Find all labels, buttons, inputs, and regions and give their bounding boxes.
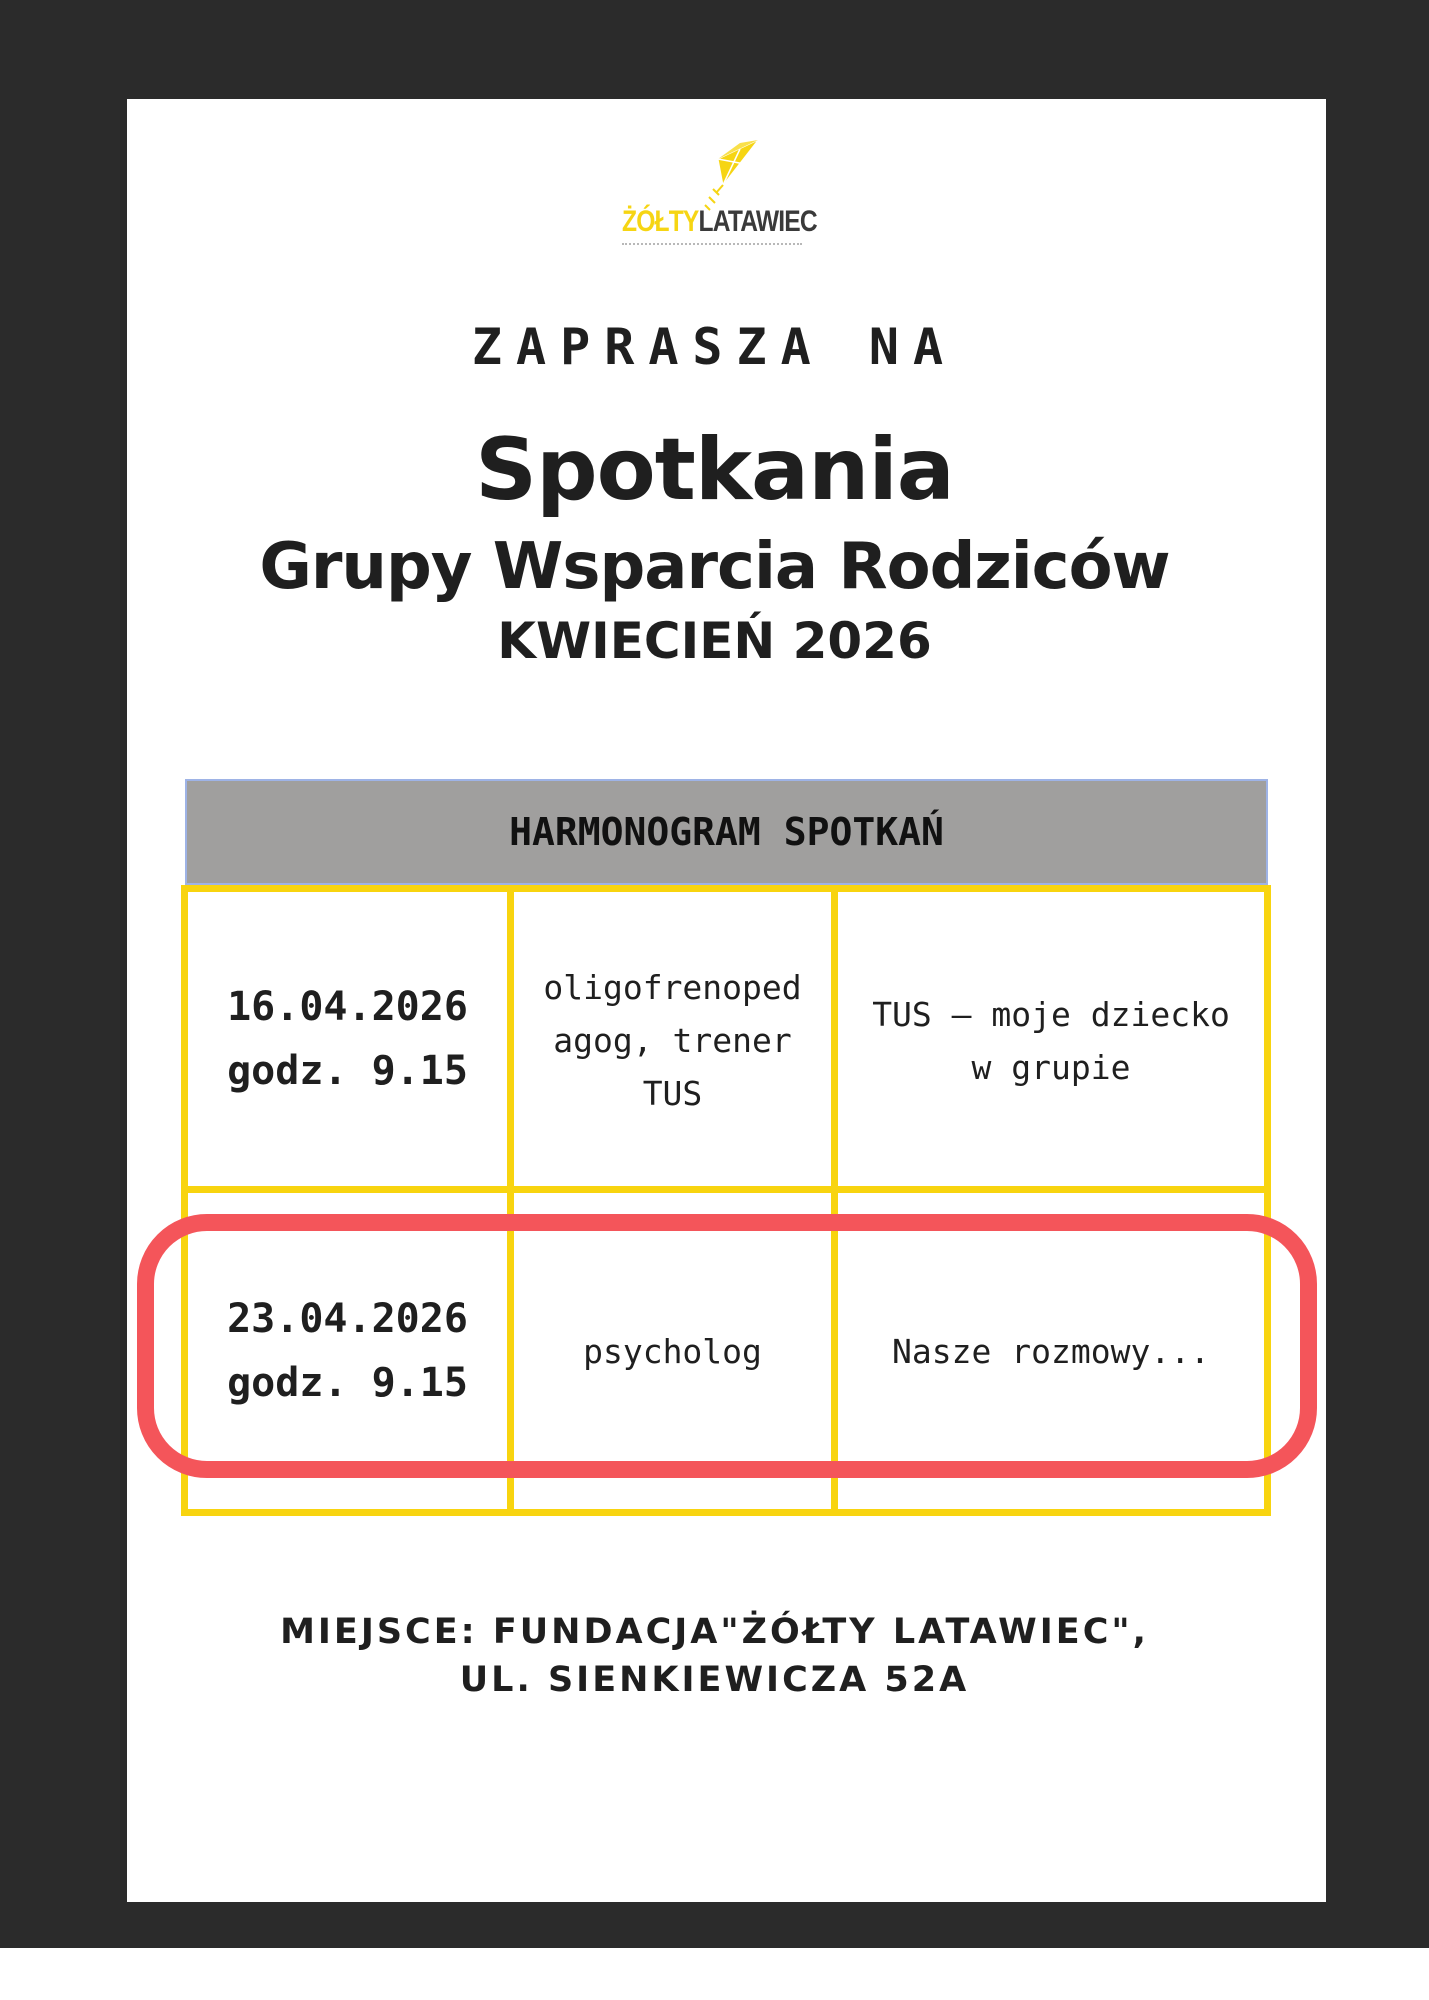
- place-line-1: MIEJSCE: FUNDACJA"ŻÓŁTY LATAWIEC",: [280, 1612, 1149, 1652]
- row-1-topic-line: w grupie: [971, 1048, 1131, 1087]
- logo-wordmark: [622, 205, 817, 239]
- row-1-who-line: TUS: [642, 1074, 703, 1113]
- logo: [620, 135, 817, 255]
- row-2-date: 23.04.2026: [227, 1296, 468, 1342]
- title-main: Spotkania: [475, 420, 954, 520]
- meeting-place: [0, 1608, 1429, 1704]
- row-1-who-line: agog, trener: [553, 1021, 792, 1060]
- row-1-who-cell: [507, 885, 838, 1193]
- title-subtitle: Grupy Wsparcia Rodziców: [259, 530, 1170, 604]
- logo-word-dark: LATAWIEC: [698, 205, 817, 238]
- logo-word-yellow: ŻÓŁTY: [622, 205, 699, 238]
- row-1-date: 16.04.2026: [227, 984, 468, 1030]
- place-line-2: UL. SIENKIEWICZA 52A: [459, 1660, 970, 1700]
- schedule-header: HARMONOGRAM SPOTKAŃ: [185, 779, 1268, 885]
- row-1-topic-cell: [831, 885, 1271, 1193]
- row-1-topic-line: TUS – moje dziecko: [872, 995, 1230, 1034]
- row-1-date-cell: [181, 885, 514, 1193]
- row-2-who-line: psycholog: [583, 1331, 762, 1371]
- title-month: KWIECIEŃ 2026: [497, 612, 932, 670]
- kite-icon: [620, 135, 810, 215]
- highlight-outline: [137, 1214, 1317, 1478]
- row-2-topic-line: Nasze rozmowy...: [892, 1331, 1210, 1371]
- invite-line: ZAPRASZA NA: [471, 318, 958, 376]
- logo-dotted-underline: [622, 243, 802, 245]
- row-2-time: godz. 9.15: [227, 1360, 468, 1406]
- row-1-time: godz. 9.15: [227, 1048, 468, 1094]
- row-1-who-line: oligofrenoped: [543, 968, 802, 1007]
